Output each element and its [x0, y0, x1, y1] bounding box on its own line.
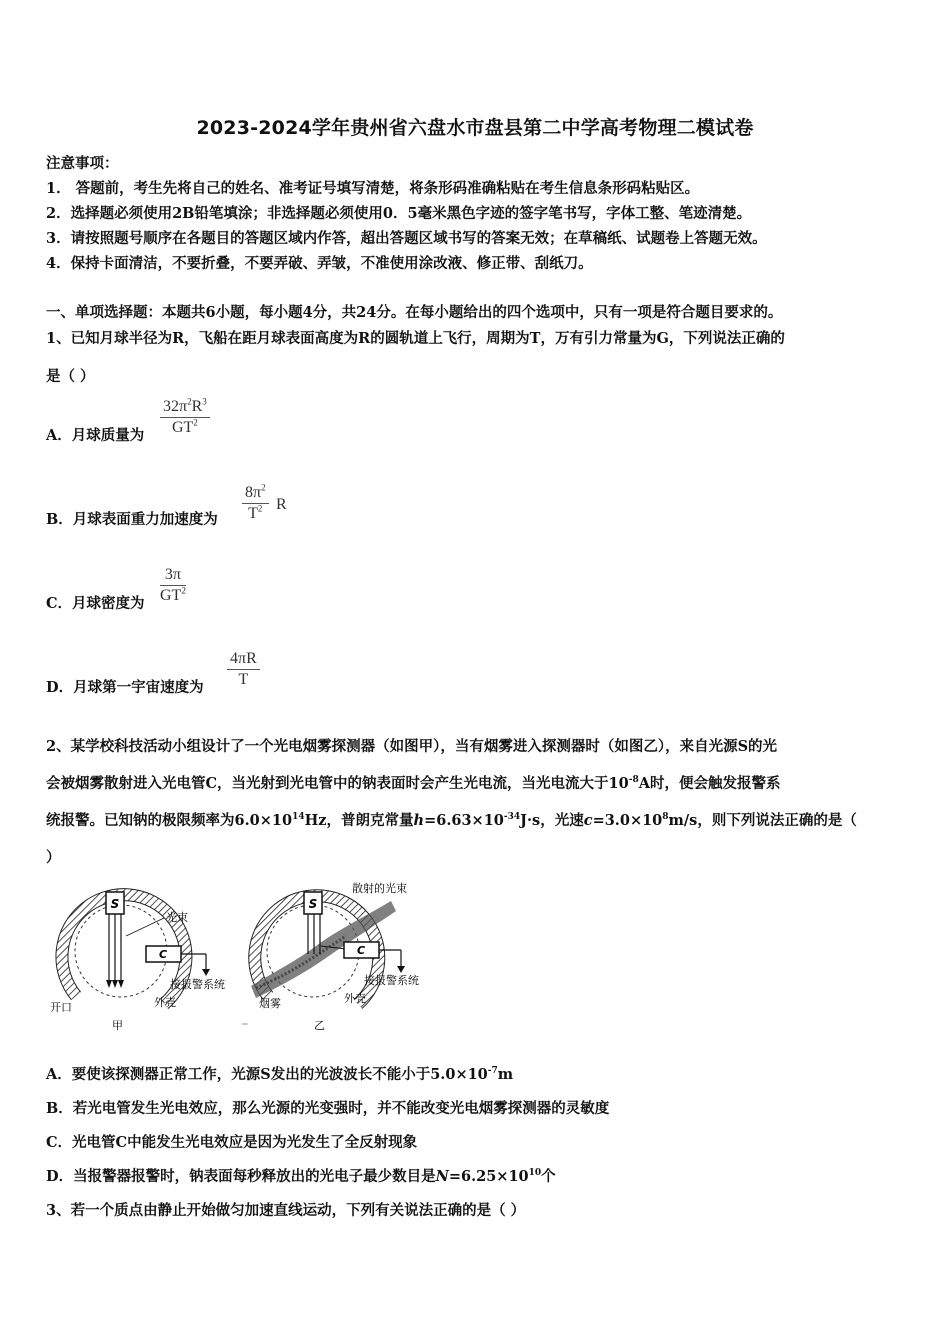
smoke-detector-figure	[46, 876, 446, 1040]
figure-yi	[242, 881, 419, 1032]
svg-text:C: C	[356, 944, 366, 957]
section-heading: 一、单项选择题：本题共6小题，每小题4分，共24分。在每小题给出的四个选项中，只有一项是符合题目要求的。	[46, 304, 783, 321]
q2-option-a: A．要使该探测器正常工作，光源S发出的光波波长不能小于$5.0\times 10^{-7}m$	[46, 1066, 514, 1083]
svg-text:光束: 光束	[166, 911, 188, 924]
q2-option-c: C．光电管C中能发生光电效应是因为光发生了全反射现象	[46, 1134, 418, 1151]
page-title: 2023-2024学年贵州省六盘水市盘县第二中学高考物理二模试卷	[196, 117, 754, 139]
q2-stem-line2: 会被烟雾散射进入光电管C，当光射到光电管中的钠表面时会产生光电流，当光电流大于$10^{-8}A$时，便会触发报警系	[46, 775, 781, 792]
q1-option-a-formula: $32\pi^2R^3$ $GT^2$	[160, 398, 210, 437]
svg-text:接报警系统: 接报警系统	[170, 978, 225, 991]
svg-text:S: S	[110, 897, 120, 911]
notice-item: 1． 答题前，考生先将自己的姓名、准考证号填写清楚，将条形码准确粘贴在考生信息条形码粘贴区。	[46, 180, 700, 197]
q2-stem-line3: 统报警。已知钠的极限频率为$6.0\times 10^{14}Hz$，普朗克常量$h=6.63\times 10^{-34}J\cdot s$，光速$c=3.0\times 10^8m/s$，则下列说法正确的是（	[46, 812, 857, 829]
q2-stem-line4: ）	[46, 849, 61, 866]
notice-item: 2．选择题必须使用2B铅笔填涂；非选择题必须使用0．5毫米黑色字迹的签字笔书写，字体工整、笔迹清楚。	[46, 205, 752, 222]
q1-stem: 1、已知月球半径为R，飞船在距月球表面高度为R的圆轨道上飞行，周期为T，万有引力常量为G，下列说法正确的	[46, 330, 785, 347]
svg-text:开口: 开口	[50, 1001, 72, 1014]
notice-item: 4．保持卡面清洁，不要折叠，不要弄破、弄皱，不准使用涂改液、修正带、刮纸刀。	[46, 255, 593, 272]
q1-option-b-formula: $8\pi^2$ $T^2$	[242, 484, 269, 523]
figure-jia	[50, 892, 225, 1032]
svg-text:S: S	[308, 897, 318, 911]
q1-option-b-tail: R	[276, 496, 287, 513]
q1-option-d: D．月球第一宇宙速度为	[46, 679, 204, 696]
q1-option-c-formula: 3π $GT^2$	[160, 566, 186, 604]
q1-option-a: A．月球质量为	[46, 427, 145, 444]
svg-text:外壳: 外壳	[344, 992, 366, 1005]
svg-text:C: C	[158, 948, 168, 961]
q1-option-b: B．月球表面重力加速度为	[46, 511, 218, 528]
svg-text:外壳: 外壳	[154, 996, 176, 1009]
q1-stem-cont: 是（ ）	[46, 368, 95, 385]
svg-text:散射的光束: 散射的光束	[352, 882, 407, 895]
notice-item: 3．请按照题号顺序在各题目的答题区域内作答，超出答题区域书写的答案无效；在草稿纸、试题卷上答题无效。	[46, 230, 767, 247]
q3-stem: 3、若一个质点由静止开始做匀加速直线运动，下列有关说法正确的是（ ）	[46, 1202, 526, 1219]
q2-stem: 2、某学校科技活动小组设计了一个光电烟雾探测器（如图甲），当有烟雾进入探测器时（如图乙），来自光源S的光	[46, 738, 778, 755]
q2-option-b: B．若光电管发生光电效应，那么光源的光变强时，并不能改变光电烟雾探测器的灵敏度	[46, 1100, 610, 1117]
svg-text:乙: 乙	[314, 1019, 325, 1032]
svg-text:甲: 甲	[112, 1019, 123, 1032]
q1-option-d-formula: 4πR T	[227, 650, 260, 689]
notice-heading: 注意事项：	[46, 155, 119, 172]
q2-option-d: D．当报警器报警时，钠表面每秒释放出的光电子最少数目是$N=6.25\times 10^{10}$个	[46, 1168, 556, 1185]
svg-text:接报警系统: 接报警系统	[364, 974, 419, 987]
svg-text:烟雾: 烟雾	[259, 997, 281, 1010]
q1-option-c: C．月球密度为	[46, 595, 145, 612]
